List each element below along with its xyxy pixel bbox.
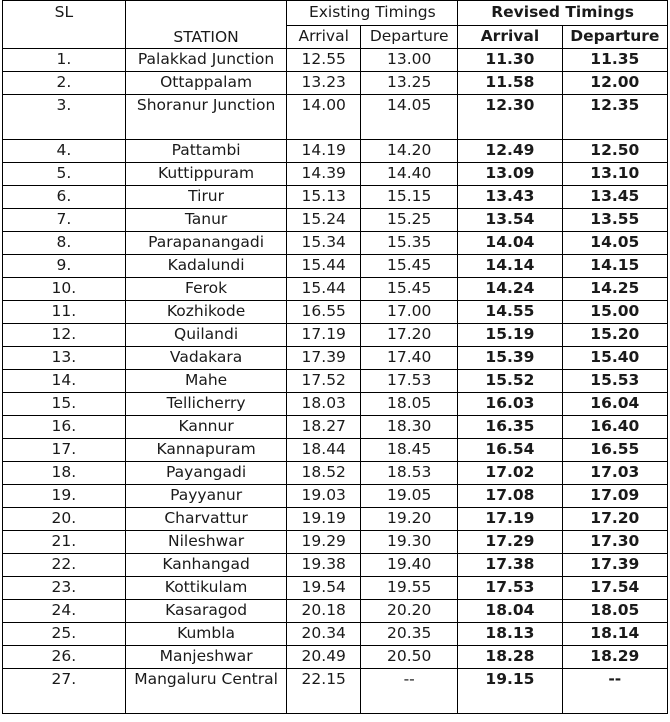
existing-arrival-cell: 15.44 (287, 278, 361, 301)
existing-arrival-cell: 18.27 (287, 416, 361, 439)
revised-arrival-cell: 11.30 (458, 49, 562, 72)
revised-departure-cell: 16.04 (562, 393, 667, 416)
sl-cell: 3. (3, 95, 126, 140)
table-row (3, 232, 668, 255)
sl-cell: 24. (3, 600, 126, 623)
revised-departure-cell: 17.39 (562, 554, 667, 577)
table-row (3, 554, 668, 577)
existing-arrival-header: Arrival (287, 26, 361, 49)
station-cell: Palakkad Junction (125, 49, 287, 72)
sl-cell: 4. (3, 140, 126, 163)
revised-departure-cell: 15.00 (562, 301, 667, 324)
table-row (3, 577, 668, 600)
station-cell: Kozhikode (125, 301, 287, 324)
existing-departure-cell: 18.05 (361, 393, 458, 416)
sl-cell: 10. (3, 278, 126, 301)
existing-arrival-cell: 19.38 (287, 554, 361, 577)
station-cell: Shoranur Junction (125, 95, 287, 140)
revised-departure-header: Departure (562, 26, 667, 49)
existing-arrival-cell: 20.34 (287, 623, 361, 646)
revised-departure-cell: 18.29 (562, 646, 667, 669)
existing-arrival-cell: 19.29 (287, 531, 361, 554)
sl-cell: 11. (3, 301, 126, 324)
station-cell: Kannur (125, 416, 287, 439)
station-cell: Ottappalam (125, 72, 287, 95)
table-row (3, 600, 668, 623)
station-cell: Pattambi (125, 140, 287, 163)
revised-departure-cell: -- (562, 669, 667, 714)
existing-departure-cell: 15.45 (361, 278, 458, 301)
sl-cell: 15. (3, 393, 126, 416)
revised-arrival-cell: 18.28 (458, 646, 562, 669)
revised-departure-cell: 18.05 (562, 600, 667, 623)
existing-departure-cell: 14.40 (361, 163, 458, 186)
station-cell: Nileshwar (125, 531, 287, 554)
table-row (3, 439, 668, 462)
station-cell: Mahe (125, 370, 287, 393)
revised-arrival-cell: 14.55 (458, 301, 562, 324)
existing-departure-cell: 20.35 (361, 623, 458, 646)
sl-cell: 5. (3, 163, 126, 186)
existing-departure-cell: 15.35 (361, 232, 458, 255)
revised-arrival-cell: 17.29 (458, 531, 562, 554)
existing-departure-cell: 18.30 (361, 416, 458, 439)
sl-header: SL (3, 1, 126, 49)
revised-departure-cell: 18.14 (562, 623, 667, 646)
timings-table (2, 0, 668, 714)
table-row (3, 209, 668, 232)
revised-arrival-cell: 13.43 (458, 186, 562, 209)
sl-cell: 9. (3, 255, 126, 278)
table-row (3, 669, 668, 714)
table-row (3, 301, 668, 324)
table-row (3, 416, 668, 439)
existing-arrival-cell: 22.15 (287, 669, 361, 714)
sl-cell: 12. (3, 324, 126, 347)
revised-departure-cell: 16.55 (562, 439, 667, 462)
station-cell: Kuttippuram (125, 163, 287, 186)
table-row (3, 623, 668, 646)
station-cell: Manjeshwar (125, 646, 287, 669)
revised-departure-cell: 16.40 (562, 416, 667, 439)
table-row (3, 393, 668, 416)
table-row (3, 646, 668, 669)
table-row (3, 531, 668, 554)
existing-departure-cell: 20.50 (361, 646, 458, 669)
revised-departure-cell: 14.15 (562, 255, 667, 278)
revised-departure-cell: 13.10 (562, 163, 667, 186)
existing-departure-cell: 17.40 (361, 347, 458, 370)
table-row (3, 140, 668, 163)
sl-cell: 19. (3, 485, 126, 508)
revised-arrival-cell: 11.58 (458, 72, 562, 95)
revised-arrival-cell: 18.13 (458, 623, 562, 646)
table-row (3, 508, 668, 531)
table-row (3, 72, 668, 95)
existing-departure-cell: 19.40 (361, 554, 458, 577)
station-cell: Kannapuram (125, 439, 287, 462)
sl-cell: 23. (3, 577, 126, 600)
table-row (3, 49, 668, 72)
existing-departure-cell: 18.53 (361, 462, 458, 485)
table-row (3, 370, 668, 393)
sl-cell: 27. (3, 669, 126, 714)
existing-arrival-cell: 15.34 (287, 232, 361, 255)
revised-departure-cell: 15.20 (562, 324, 667, 347)
existing-departure-cell: 18.45 (361, 439, 458, 462)
header-row (3, 1, 668, 26)
existing-arrival-cell: 18.52 (287, 462, 361, 485)
revised-departure-cell: 17.30 (562, 531, 667, 554)
revised-arrival-cell: 17.08 (458, 485, 562, 508)
table-row (3, 278, 668, 301)
revised-departure-cell: 14.05 (562, 232, 667, 255)
existing-timings-header: Existing Timings (287, 1, 458, 26)
existing-arrival-cell: 17.52 (287, 370, 361, 393)
revised-arrival-cell: 19.15 (458, 669, 562, 714)
existing-departure-cell: 17.00 (361, 301, 458, 324)
revised-arrival-cell: 15.52 (458, 370, 562, 393)
station-cell: Tanur (125, 209, 287, 232)
revised-departure-cell: 13.55 (562, 209, 667, 232)
table-row (3, 186, 668, 209)
existing-arrival-cell: 20.18 (287, 600, 361, 623)
revised-arrival-cell: 12.49 (458, 140, 562, 163)
sl-cell: 22. (3, 554, 126, 577)
existing-arrival-cell: 16.55 (287, 301, 361, 324)
existing-arrival-cell: 13.23 (287, 72, 361, 95)
revised-departure-cell: 12.35 (562, 95, 667, 140)
sl-cell: 18. (3, 462, 126, 485)
table-row (3, 163, 668, 186)
sl-cell: 13. (3, 347, 126, 370)
revised-arrival-cell: 16.35 (458, 416, 562, 439)
table-row (3, 255, 668, 278)
revised-arrival-cell: 14.04 (458, 232, 562, 255)
sl-cell: 1. (3, 49, 126, 72)
table-row (3, 485, 668, 508)
existing-departure-cell: 14.20 (361, 140, 458, 163)
revised-arrival-cell: 17.53 (458, 577, 562, 600)
station-cell: Mangaluru Central (125, 669, 287, 714)
existing-departure-cell: 15.45 (361, 255, 458, 278)
existing-departure-cell: 19.20 (361, 508, 458, 531)
table-row (3, 462, 668, 485)
revised-arrival-cell: 13.09 (458, 163, 562, 186)
revised-arrival-cell: 13.54 (458, 209, 562, 232)
revised-arrival-cell: 17.19 (458, 508, 562, 531)
revised-arrival-cell: 12.30 (458, 95, 562, 140)
revised-departure-cell: 17.09 (562, 485, 667, 508)
existing-departure-cell: 19.55 (361, 577, 458, 600)
existing-arrival-cell: 15.24 (287, 209, 361, 232)
existing-departure-cell: 19.30 (361, 531, 458, 554)
existing-departure-cell: 15.15 (361, 186, 458, 209)
station-cell: Kasaragod (125, 600, 287, 623)
revised-arrival-cell: 15.19 (458, 324, 562, 347)
revised-arrival-cell: 15.39 (458, 347, 562, 370)
revised-arrival-cell: 16.54 (458, 439, 562, 462)
station-cell: Tirur (125, 186, 287, 209)
revised-departure-cell: 17.20 (562, 508, 667, 531)
existing-departure-cell: -- (361, 669, 458, 714)
existing-arrival-cell: 18.44 (287, 439, 361, 462)
revised-departure-cell: 17.54 (562, 577, 667, 600)
table-row (3, 347, 668, 370)
station-cell: Kadalundi (125, 255, 287, 278)
station-cell: Parapanangadi (125, 232, 287, 255)
station-cell: Ferok (125, 278, 287, 301)
existing-departure-cell: 17.20 (361, 324, 458, 347)
station-cell: Kumbla (125, 623, 287, 646)
revised-departure-cell: 17.03 (562, 462, 667, 485)
station-cell: Vadakara (125, 347, 287, 370)
revised-departure-cell: 13.45 (562, 186, 667, 209)
sl-cell: 2. (3, 72, 126, 95)
existing-departure-cell: 19.05 (361, 485, 458, 508)
revised-departure-cell: 14.25 (562, 278, 667, 301)
sl-cell: 26. (3, 646, 126, 669)
table-row (3, 95, 668, 140)
sl-cell: 20. (3, 508, 126, 531)
station-cell: Kottikulam (125, 577, 287, 600)
sl-cell: 8. (3, 232, 126, 255)
revised-arrival-header: Arrival (458, 26, 562, 49)
existing-arrival-cell: 15.13 (287, 186, 361, 209)
revised-arrival-cell: 17.02 (458, 462, 562, 485)
revised-arrival-cell: 14.24 (458, 278, 562, 301)
table-row (3, 324, 668, 347)
revised-departure-cell: 12.00 (562, 72, 667, 95)
station-cell: Tellicherry (125, 393, 287, 416)
sl-cell: 25. (3, 623, 126, 646)
sl-cell: 7. (3, 209, 126, 232)
revised-timings-header: Revised Timings (458, 1, 668, 26)
revised-departure-cell: 15.40 (562, 347, 667, 370)
existing-departure-cell: 20.20 (361, 600, 458, 623)
existing-arrival-cell: 15.44 (287, 255, 361, 278)
station-cell: Quilandi (125, 324, 287, 347)
existing-arrival-cell: 19.19 (287, 508, 361, 531)
existing-arrival-cell: 19.54 (287, 577, 361, 600)
existing-departure-cell: 17.53 (361, 370, 458, 393)
station-header: STATION (125, 1, 287, 49)
sl-cell: 17. (3, 439, 126, 462)
existing-arrival-cell: 17.19 (287, 324, 361, 347)
existing-arrival-cell: 20.49 (287, 646, 361, 669)
station-cell: Kanhangad (125, 554, 287, 577)
existing-departure-cell: 15.25 (361, 209, 458, 232)
sl-cell: 21. (3, 531, 126, 554)
sl-cell: 6. (3, 186, 126, 209)
revised-departure-cell: 11.35 (562, 49, 667, 72)
existing-departure-header: Departure (361, 26, 458, 49)
existing-arrival-cell: 19.03 (287, 485, 361, 508)
revised-arrival-cell: 14.14 (458, 255, 562, 278)
station-cell: Payyanur (125, 485, 287, 508)
revised-departure-cell: 15.53 (562, 370, 667, 393)
existing-departure-cell: 13.00 (361, 49, 458, 72)
revised-departure-cell: 12.50 (562, 140, 667, 163)
existing-arrival-cell: 14.00 (287, 95, 361, 140)
existing-departure-cell: 14.05 (361, 95, 458, 140)
existing-arrival-cell: 14.39 (287, 163, 361, 186)
existing-arrival-cell: 12.55 (287, 49, 361, 72)
existing-arrival-cell: 18.03 (287, 393, 361, 416)
revised-arrival-cell: 16.03 (458, 393, 562, 416)
station-cell: Charvattur (125, 508, 287, 531)
revised-arrival-cell: 18.04 (458, 600, 562, 623)
sl-cell: 16. (3, 416, 126, 439)
existing-arrival-cell: 17.39 (287, 347, 361, 370)
existing-departure-cell: 13.25 (361, 72, 458, 95)
revised-arrival-cell: 17.38 (458, 554, 562, 577)
sl-cell: 14. (3, 370, 126, 393)
existing-arrival-cell: 14.19 (287, 140, 361, 163)
station-cell: Payangadi (125, 462, 287, 485)
